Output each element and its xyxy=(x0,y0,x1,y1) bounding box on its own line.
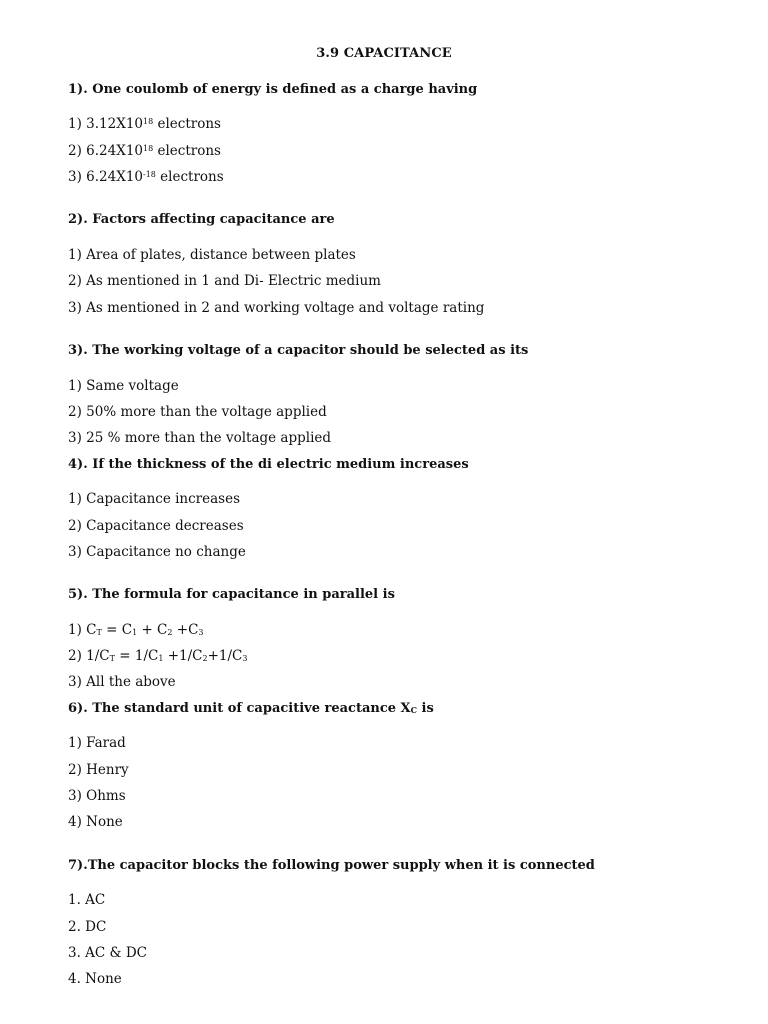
question-6-text: 6). The standard unit of capacitive reactance X xyxy=(68,701,411,716)
q5-option-1-plus-1: + C xyxy=(137,622,168,638)
question-6 xyxy=(68,701,434,716)
question-7: 7).The capacitor blocks the following power supply when it is connected xyxy=(68,858,595,873)
q1-option-1-unit: electrons xyxy=(153,116,221,132)
q4-option-1: 1) Capacitance increases xyxy=(68,491,241,507)
q3-option-1: 1) Same voltage xyxy=(68,378,179,394)
q1-option-3 xyxy=(68,169,224,185)
q1-option-2-text: 2) 6.24X10 xyxy=(68,143,143,159)
q5-option-1-sub-2: 2 xyxy=(167,628,173,637)
q7-option-1: 1. AC xyxy=(68,892,106,908)
question-2: 2). Factors affecting capacitance are xyxy=(68,212,335,227)
q2-option-2: 2) As mentioned in 1 and Di- Electric medium xyxy=(68,273,381,289)
q6-option-1: 1) Farad xyxy=(68,735,126,751)
q4-option-3: 3) Capacitance no change xyxy=(68,544,246,560)
q1-option-3-exponent: -18 xyxy=(143,170,156,179)
q1-option-1-exponent: 18 xyxy=(143,117,154,126)
q5-option-1-sub-1: 1 xyxy=(132,628,138,637)
q5-option-3: 3) All the above xyxy=(68,674,176,690)
q2-option-3: 3) As mentioned in 2 and working voltage and voltage rating xyxy=(68,300,485,316)
question-4: 4). If the thickness of the di electric medium increases xyxy=(68,457,469,472)
q7-option-3: 3. AC & DC xyxy=(68,945,148,961)
question-5: 5). The formula for capacitance in parallel is xyxy=(68,587,395,602)
question-3: 3). The working voltage of a capacitor should be selected as its xyxy=(68,343,529,358)
q5-option-1-eq: = C xyxy=(101,622,133,638)
page-title: 3.9 CAPACITANCE xyxy=(316,46,452,61)
q3-option-3: 3) 25 % more than the voltage applied xyxy=(68,430,332,446)
q3-option-2: 2) 50% more than the voltage applied xyxy=(68,404,327,420)
q5-option-2-sub-t: T xyxy=(109,654,115,663)
q5-option-2 xyxy=(68,648,247,664)
q6-option-2: 2) Henry xyxy=(68,762,129,778)
q5-option-2-plus-2: +1/C xyxy=(207,648,243,664)
q5-option-1-prefix: 1) C xyxy=(68,622,97,638)
q2-option-1: 1) Area of plates, distance between plates xyxy=(68,247,356,263)
question-1: 1). One coulomb of energy is defined as a charge having xyxy=(68,82,478,97)
q1-option-1 xyxy=(68,116,221,132)
q5-option-1-plus-2: +C xyxy=(172,622,199,638)
question-6-subscript: C xyxy=(410,705,418,715)
q7-option-2: 2. DC xyxy=(68,919,107,935)
q1-option-2 xyxy=(68,143,221,159)
q7-option-4: 4. None xyxy=(68,971,122,987)
q5-option-1-sub-t: T xyxy=(96,628,102,637)
q5-option-2-prefix: 2) 1/C xyxy=(68,648,110,664)
q5-option-1 xyxy=(68,622,204,638)
q1-option-2-exponent: 18 xyxy=(143,144,154,153)
q1-option-1-text: 1) 3.12X10 xyxy=(68,116,143,132)
q6-option-4: 4) None xyxy=(68,814,123,830)
q5-option-2-sub-2: 2 xyxy=(202,654,208,663)
q5-option-2-sub-1: 1 xyxy=(158,654,164,663)
q4-option-2: 2) Capacitance decreases xyxy=(68,518,244,534)
q1-option-2-unit: electrons xyxy=(153,143,221,159)
q5-option-2-sub-3: 3 xyxy=(242,654,248,663)
q1-option-3-unit: electrons xyxy=(155,169,224,185)
q5-option-2-plus-1: +1/C xyxy=(163,648,203,664)
q6-option-3: 3) Ohms xyxy=(68,788,126,804)
q5-option-2-eq: = 1/C xyxy=(114,648,159,664)
q1-option-3-text: 3) 6.24X10 xyxy=(68,169,143,185)
q5-option-1-sub-3: 3 xyxy=(198,628,204,637)
question-6-suffix: is xyxy=(417,701,434,716)
